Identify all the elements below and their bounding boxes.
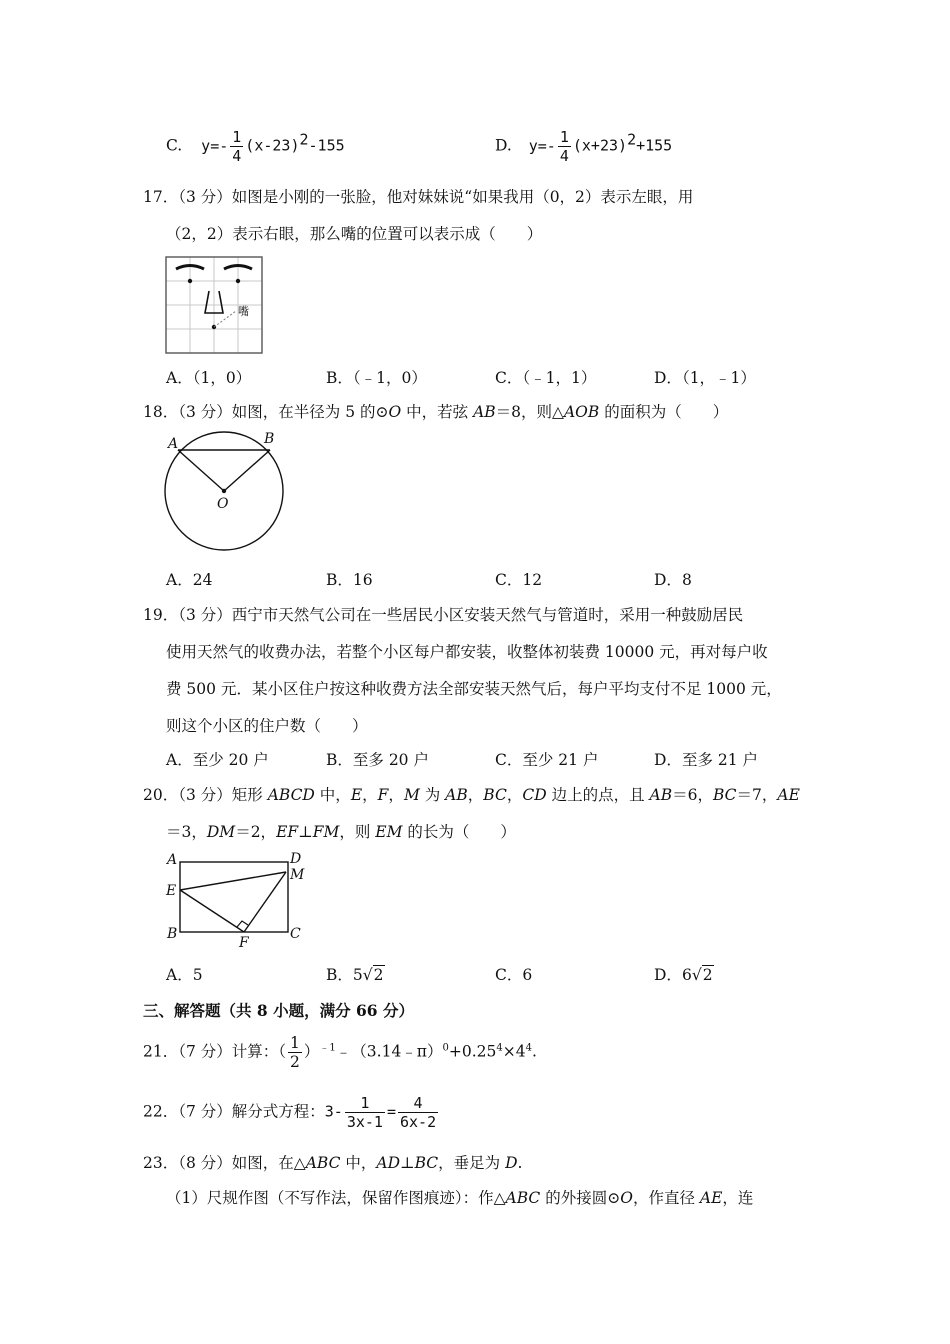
section-heading: 三、解答题（共 8 小题，满分 66 分） [143,1001,414,1020]
q17-face-figure [164,255,266,355]
q19-option-a [166,748,269,770]
q21-expression [143,1034,537,1071]
text: = [386,1102,396,1121]
q20-option-c [495,963,532,985]
option-letter: A． [166,966,193,984]
question-number: 23． [143,1154,179,1172]
fraction [558,128,571,165]
var-e: E [350,786,363,804]
q18-option-c [495,568,542,590]
text: 中， [340,1154,377,1172]
var-o: O [620,1189,633,1207]
option-letter: D． [654,571,682,589]
fraction-numerator: 4 [398,1094,438,1113]
label-f: F [239,935,249,948]
var-ab: AB [445,786,468,804]
option-letter: D． [654,369,682,387]
text: ） [303,1042,320,1061]
text: （7 分）计算：（ [178,1042,287,1061]
fraction [230,128,243,165]
sqrt-coefficient: 6 [681,966,692,984]
q20-line1 [143,783,800,805]
text: （3 分）如图，在半径为 5 的 [178,403,376,421]
var-em: EM [375,823,403,841]
label-o: O [217,496,229,512]
q19-line1 [143,603,743,625]
label-d: D [290,851,302,867]
text: ＝7， [736,786,778,804]
fraction-numerator: 1 [290,1034,300,1052]
mouth-label: 嘴 [238,305,249,318]
q18-option-a [166,568,212,590]
q23-line1 [143,1151,522,1173]
q19-line3: 费 500 元．某小区住户按这种收费方法全部安装天然气后，每户平均支付不足 1000 元， [166,680,782,698]
question-number: 19． [143,606,179,624]
exponent: 0 [442,1042,449,1054]
text: ＝8，则△ [495,403,564,421]
fraction-denominator: 3x-1 [346,1113,383,1131]
option-body: (x+23) [572,136,628,155]
exponent: 2 [627,130,637,149]
left-eye-dot [188,279,192,283]
segment-ef [180,890,244,932]
text: +0.25 [448,1042,497,1061]
q19-option-d [654,748,758,770]
label-m: M [290,867,305,883]
q22-equation [143,1094,440,1131]
option-text: 至多 21 户 [681,751,759,769]
q20-rectangle-figure [160,848,310,948]
text: 的外接圆 [540,1189,608,1207]
option-letter: B． [326,571,353,589]
text: （7 分）解分式方程： [178,1102,325,1121]
sqrt: √2 [691,966,713,984]
q20-option-a [166,963,203,985]
label-e: E [166,883,177,899]
q19-line2: 使用天然气的收费办法，若整个小区每户都安装，收整体初装费 10000 元，再对每户收 [166,643,768,661]
question-number: 17． [143,188,179,206]
option-text: 6 [522,966,533,984]
var-abcd: ABCD [267,786,315,804]
q20-option-b [326,963,385,985]
text: 边上的点，且 [546,786,650,804]
label-a: A [168,436,179,452]
option-text: （﹣1，1） [522,369,597,387]
var-aob: AOB [563,403,600,421]
label-c: C [290,926,301,942]
perp-symbol: ⊥ [400,1154,415,1172]
option-letter: D. [495,136,512,155]
q20-line2 [166,820,516,842]
text: 为 [419,786,446,804]
var-ae: AE [777,786,800,804]
q16-option-d [495,128,672,165]
label-b: B [264,431,275,447]
option-text: （1，0） [192,369,252,387]
option-letter: A． [166,751,193,769]
exponent: 4 [525,1042,532,1054]
q17-line2: （2，2）表示右眼，那么嘴的位置可以表示成（ ） [166,225,543,243]
text: ，则 [339,823,376,841]
var-bc: BC [712,786,737,804]
fraction-numerator: 1 [345,1094,385,1113]
option-letter: A． [166,369,193,387]
var-dm: DM [206,823,236,841]
right-eye-dot [236,279,240,283]
segment-ob [224,450,270,491]
fraction-denominator: 4 [559,147,569,165]
text: ＝3， [166,823,207,841]
q17-line1 [143,185,693,207]
question-number: 22． [143,1102,179,1121]
q17-option-a [166,366,251,388]
q18-circle-figure [160,428,292,554]
option-letter: C． [495,966,523,984]
right-angle-mark [237,921,248,927]
text: ×4 [502,1042,526,1061]
fraction-denominator: 6x-2 [400,1113,437,1131]
q18-stem [143,400,728,422]
option-letter: C． [495,369,523,387]
option-letter: B． [326,966,353,984]
option-text: 16 [352,571,373,589]
q18-option-d [654,568,692,590]
center-point [222,489,226,493]
text: ， [506,786,523,804]
option-text: 5 [192,966,203,984]
q19-option-c [495,748,598,770]
option-letter: C． [495,751,523,769]
text: . [531,1042,537,1061]
var-fm: FM [312,823,340,841]
question-text: （3 分）如图是小刚的一张脸，他对妹妹说“如果我用（0，2）表示左眼，用 [178,188,694,206]
q17-option-b [326,366,427,388]
option-body: (x-23) [245,136,300,155]
option-text: （1，﹣1） [681,369,756,387]
fraction [398,1094,438,1131]
segment-oa [178,450,224,491]
var-m: M [403,786,420,804]
option-text: 至少 21 户 [522,751,599,769]
text: 3- [324,1102,343,1121]
var-abc: ABC [305,1154,341,1172]
text: 中，若弦 [401,403,474,421]
text: 中， [314,786,351,804]
text: ＝6， [672,786,713,804]
question-text: （3 分）西宁市天然气公司在一些居民小区安装天然气与管道时，采用一种鼓励居民 [178,606,744,624]
text: ， [362,786,378,804]
option-text: 至少 20 户 [192,751,269,769]
text: 的面积为（ ） [599,403,729,421]
text: ，作直径 [632,1189,700,1207]
q19-option-b [326,748,429,770]
option-letter: A． [166,571,193,589]
q16-option-c [166,128,345,165]
fraction [345,1094,385,1131]
sqrt-radicand: 2 [373,966,384,984]
var-bc: BC [483,786,507,804]
exponent: ﹣1 [319,1042,336,1054]
fraction-denominator: 4 [232,147,242,165]
question-number: 18． [143,403,179,421]
label-b: B [167,926,178,942]
var-ae: AE [699,1189,723,1207]
text: （8 分）如图，在△ [178,1154,306,1172]
exponent: 4 [496,1042,503,1054]
label-a: A [167,852,178,868]
option-tail: -155 [308,136,345,155]
q17-option-d [654,366,756,388]
text: （1）尺规作图（不写作法，保留作图痕迹）：作△ [166,1189,506,1207]
var-abc: ABC [505,1189,541,1207]
circle-symbol: ⊙ [375,403,389,421]
fraction-numerator: 1 [559,128,569,146]
text: ，连 [722,1189,754,1207]
q20-option-d [654,963,714,985]
fraction-denominator: 2 [290,1053,300,1071]
exponent: 2 [299,130,309,149]
text: 的长为（ ） [402,823,516,841]
segment-fm [244,872,286,932]
var-cd: CD [522,786,547,804]
text: ＝2， [235,823,277,841]
var-ab: AB [649,786,673,804]
option-tail: +155 [636,136,673,155]
q17-option-c [495,366,596,388]
rectangle-abcd [180,862,288,932]
perp-symbol: ⊥ [298,823,313,841]
question-number: 20． [143,786,179,804]
option-text: 24 [192,571,213,589]
text: ， [388,786,404,804]
text: ，垂足为 [438,1154,506,1172]
sqrt-coefficient: 5 [352,966,363,984]
option-letter: C． [495,571,523,589]
question-number: 21． [143,1042,179,1061]
segment-em [180,872,286,890]
var-ef: EF [276,823,299,841]
option-text: 12 [522,571,543,589]
option-letter: D． [654,966,682,984]
var-bc: BC [414,1154,439,1172]
var-o: O [388,403,402,421]
text: ， [467,786,484,804]
option-letter: D． [654,751,682,769]
option-text: 8 [681,571,692,589]
fraction-numerator: 1 [232,128,242,146]
var-d: D [505,1154,518,1172]
sqrt-radicand: 2 [702,966,713,984]
q19-line4: 则这个小区的住户数（ ） [166,717,368,735]
var-ab: AB [473,403,496,421]
var-ad: AD [376,1154,400,1172]
option-text: 至多 20 户 [352,751,429,769]
option-letter: C. [166,136,183,155]
text: ﹣（3.14﹣π） [335,1042,443,1061]
fraction [288,1034,302,1071]
option-text: （﹣1，0） [352,369,427,387]
sqrt: √2 [362,966,384,984]
text: . [517,1154,523,1172]
var-f: F [377,786,389,804]
circle-symbol: ⊙ [607,1189,621,1207]
option-prefix: y=- [201,136,229,155]
option-prefix: y=- [528,136,556,155]
option-letter: B． [326,369,353,387]
q18-option-b [326,568,373,590]
text: （3 分）矩形 [178,786,268,804]
q23-line2 [166,1186,753,1208]
option-letter: B． [326,751,353,769]
